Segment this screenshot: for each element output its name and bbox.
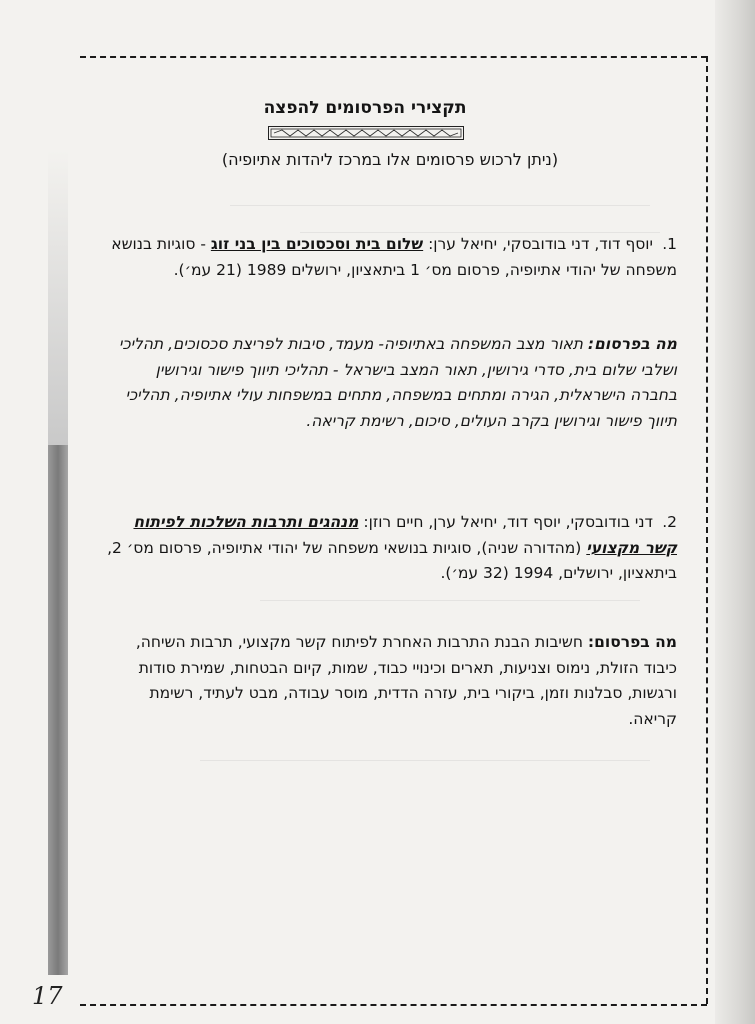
page-number: 17	[32, 982, 63, 1010]
frame-top-border	[80, 56, 707, 58]
side-bar	[48, 445, 68, 975]
summary-label: מה בפרסום:	[587, 633, 677, 651]
bleed-through-line	[230, 205, 650, 206]
summary-label: מה בפרסום:	[587, 335, 677, 353]
entry-details: - סוגיות בנושא משפחה של יהודי אתיופיה, פרסום מס׳ 1 ביתאציון, ירושלים 1989 (21 עמ׳).	[111, 235, 677, 279]
frame-right-border	[706, 56, 708, 1004]
entry-details: (מהדורה שניה), סוגיות בנושאי משפחה של יהודי אתיופיה, פרסום מס׳ 2, ביתאציון, ירושלים, 1994 (32 עמ׳).	[107, 538, 677, 582]
entry-title: מנהגים ותרבות השלכות לפיתוח קשר מקצועי	[133, 513, 677, 557]
publication-summary	[105, 630, 677, 732]
entry-authors: דני בודובסקי, יוסף דוד, יחיאל ערן, חיים רוזן:	[358, 513, 653, 531]
page-edge-shadow	[715, 0, 755, 1024]
summary-text: תאור מצב המשפחה באתיופיה- מעמד, סיבות לפריצת סכסוכים, תהליכי ושלבי שלום בית, סדרי גירושין, תאור המצב בישראל - תהליכי תיווך פישור וגירושין בחברה הישראלית, הגירה ומתחים במשפחה, מתחים במשפחות עולי אתיופיה, תהליכי תיווך פישור וגירושין בקרב העולים, סיכום, רשימת קריאה.	[118, 335, 677, 430]
page-subtitle: (ניתן לרכוש פרסומים אלו במרכז ליהדות אתיופיה)	[221, 150, 559, 169]
bleed-through-line	[200, 760, 650, 761]
entry-number: 2.	[662, 513, 677, 531]
entry-authors: יוסף דוד, דני בודובסקי, יחיאל ערן:	[423, 235, 653, 253]
bleed-through-line	[260, 600, 640, 601]
summary-text: חשיבות הבנת התרבות האחרת לפיתוח קשר מקצועי, תרבות השיחה, כיבוד הזולת, נימוס וצניעות, תארים וכינויי כבוד, שמות, קיום הבטחות, שמירת סודות ורגשות, סבלנות וזמן, ביקורי בית, עזרה הדדית, מוסר עבודה, מבט לעתיד, רשימת קריאה.	[135, 633, 677, 728]
frame-bottom-border	[80, 1004, 707, 1006]
page-title: תקצירי הפרסומים להפצה	[263, 98, 467, 118]
entry-title: שלום בית וסכסוכים בין בני זוג	[210, 235, 424, 253]
publication-entry	[105, 510, 677, 587]
entry-number: 1.	[662, 235, 677, 253]
title-ornament	[268, 126, 464, 140]
publication-entry	[105, 232, 677, 283]
publication-summary	[105, 332, 677, 434]
side-bar-gradient	[48, 150, 68, 445]
